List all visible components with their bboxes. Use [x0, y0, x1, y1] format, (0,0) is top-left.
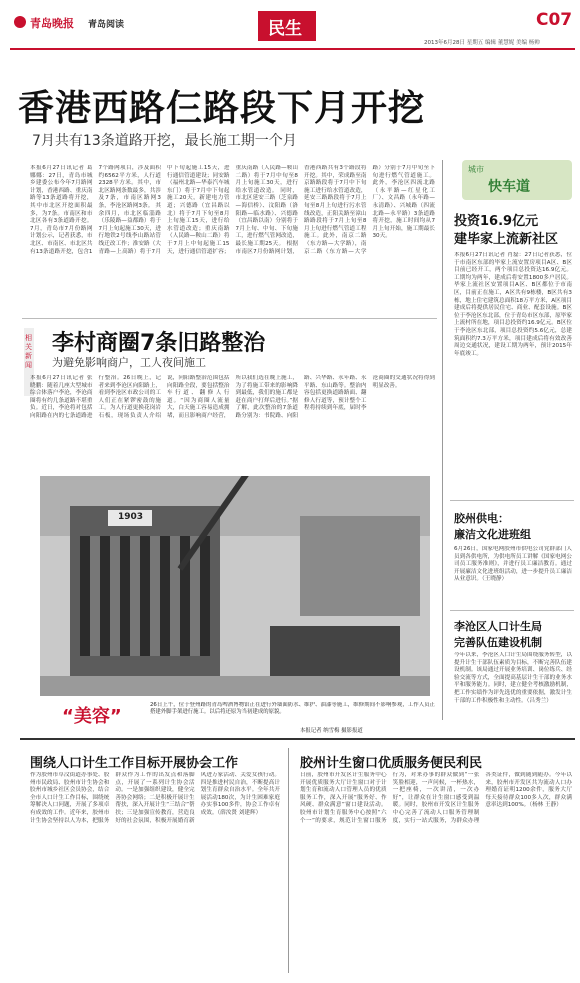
photo-caption-title: “美容”	[62, 706, 122, 727]
city-express-subtitle: 快车道	[488, 179, 530, 195]
city-express-label: 城市	[468, 165, 484, 174]
sidebar-headline: 投资16.9亿元	[454, 214, 539, 229]
box1-body: 6月26日，国家电网胶州市供电公司党群部门人员到各供电所，为供电所员工讲解《国家电网公司员工服务准则》，并进行员工廉洁教育。通过开展廉洁文化进班组活动，进一步提升员工廉洁从业意识。（王晓静）	[454, 546, 572, 583]
page-number: C07	[536, 10, 573, 30]
bottom-right-headline: 胶州计生窗口优质服务便民利民	[300, 756, 483, 771]
sidebar-divider	[442, 160, 443, 720]
bottom-left-headline: 围绕人口计生工作目标开展协会工作	[30, 756, 239, 771]
related-news-label: 相关新闻	[25, 334, 32, 369]
section-name: 民生	[268, 19, 302, 39]
bottom-left-body: 作为胶州市草汶街道办事处、胶州市民政局、胶州市计生协会和胶州市城乡社区会员协会，结合全市人口计生工作目标，围绕统筹解决人口问题，开展了多项卓有成效的工作。近年来，胶州市计生协会坚持以人为本，把服务群众作为工作的出发点和落脚点，开展了一系列计生协会活动。一是加强组织建设，健全完善协会网络；二是积极开展计生帮扶，深入开展计生“三结合”帮扶；三是加强宣传教育，营造良好的社会氛围，积极开展婚育新风进万家活动、关爱女孩行动。四是推进村民自治，不断提高计划生育群众自治水平。全年共开展活动180次，为计生困难家庭办实事100多件，协会工作卓有成效。（薛汝贤 刘建辉）	[30, 772, 280, 824]
box1-headline: 胶州供电：	[454, 512, 509, 525]
edition-name: 青岛阅读	[88, 20, 125, 30]
paper-logo	[14, 16, 26, 28]
crane-truck	[270, 626, 400, 676]
box2-body: 今年以来，李沧区人口计生局围绕服务转型，以提升计生干部队伍素质为目标，不断完善队伍建设机制。该局通过开展业务培训、岗位练兵、经验交流等方式，全面提高基层计生干部的业务水平和服务能力。同时，建立健全考核激励机制，把工作实绩作为评先选优的重要依据，激发计生干部的工作积极性和主动性。（吕秀兰）	[454, 652, 572, 704]
feature-body: 本报6月27日讯记者 张晓鹏：随着几座大型城市综合体落户李沧，李沧商圈将有约几条道路不堪重负。近日，李沧将对包括向阳路在内的七条道路进行整治。26日晚上，记者来到李沧区向阳路上，看到李沧区市政公司的工人们正在紧锣密鼓的施工。为人行道更换花岗岩石板，现场负责人介绍说，向阳路整治范围包括向阳路全段，要包括整治车行道、翻修人行道。“因为商圈人流量大，白天施工容易造成拥堵，而且影响商户经营，所以我们选在晚上施工，为了将施工带来的影响降到最低，我们的施工都是赶在商户打烊后进行。”据了解，此次整治的7条道路分别为：书院路、向阳路、兴华路、永年路、永平路、东山路等。整治内容包括更换道路路面、翻修人行道等，预计整个工程将持续到年底，届时李沧商圈的交通状况将得到明显改善。	[30, 375, 435, 419]
billboard	[300, 516, 420, 616]
photo-caption: 26日上午，位于登州路的青岛啤酒博物馆正在进行外墙面防水、维护、油漆等施工，维修期间不影响参观，工作人员正搭建外脚手架进行施工。以后将还原为当初建成的原貌。	[150, 702, 435, 716]
box2-subheadline: 完善队伍建设机制	[454, 636, 542, 649]
ground	[40, 676, 430, 696]
feature-subheadline: 为避免影响商户，工人夜间施工	[52, 356, 206, 369]
sidebar-body: 本报6月27日讯记者 肖磊：27日记者获悉，位于市南区东部的毕家上流安置房项目A区、B区目前已经开工，两个项目总投资达16.9亿元。工期均为两年，建成后将安置1800多户居民。毕家上流社区安置项目A区、B区都位于市南区，目前正在施工，A区共有9栋楼，B区共有3栋，地上住宅建筑总面积18万平方米，A区项目建成后将提供居民住宅、商业、配套设施。B区位于李沧区东北部，位于青岛市区东部，原毕家上流村所在地，项目总投资约16.9亿元。B区位于李沧区东北部，项目总投资约5.6亿元，总建筑面积约7.3万平方米，项目建成后将有效改善周边交通状况，建设工期为两年，预计2015年年底竣工。	[454, 252, 572, 357]
bottom-right-body: 日前，胶州市开发区计生服务中心开展优质服务大厅计生窗口对于计划生育和流动人口管理人员的优质服务工作，深入开展“服务好、作风硬、群众满意”窗口建设活动。胶州市计划生育服务中心按照“六个一”的要求，规范计生窗口服务行为，对来办事的群众做到“一张笑脸相迎，一声问候，一杯热水，一把座椅，一次讲清，一次办好”，让群众在计生窗口感受到温暖。同时，胶州市开发区计生服务中心完善了流动人口服务管理制度，实行一站式服务，为群众办理各类证件，做到随到随办。今年以来，胶州市开发区共为流动人口办理婚育证明1200余件，服务大厅每天接待群众100多人次，群众满意率达到100%。（杨林 王静）	[300, 772, 572, 824]
building-number: 1903	[118, 512, 144, 522]
museum-photo	[40, 476, 430, 696]
feature-headline: 李村商圈7条旧路整治	[52, 331, 266, 356]
sidebar-rule-2	[450, 610, 574, 611]
masthead	[0, 0, 580, 52]
lead-body: 本报6月27日讯记者 葛娜娜：27日，青岛市城乡建委公布今年7月路网计划，香港西路、重庆南路等13条道路将开挖，其中市北区开挖面积最多，为7条。市南区和市北区各有3条道路开挖。7月，青岛市7月份路网计划公示，记者获悉，市北区、市南区、市北区共有13条道路开挖，包含17个路网项目，涉及面积约6562平方米，人行道2328平方米。其中，市北区路网条数最多，共涉及7条，市南区路网3条，李沧区路网3条。 其余四月，市北区临淄路（乐陵路—益都路）将于7月上旬起施工30天，进行地铁2号线李山路站管线迁改工作；淮安路（大青路—上高路）将于7月中下旬起施工15天，进行通信管道建设；同安路（福州北路—华泰汽车城东门）将于7月中下旬起施工20天，新建电力管道；兴德路（宜昌路以北）将于7月下旬至8月上旬施工15天，进行给水管道改造；重庆南路（人民路—鞍山二路）将于7月上中旬起施工15天，进行通信管道扩容；重庆南路（人民路—鞍山二路）将于7月中旬至8月上旬施工30天，进行给水管道改造。 同时，市北区延安三路（芝泉路—海信桥）、汶阳路（洛阳路—临水路）、兴德路（宜昌路以南）分别将于7月上旬、中旬、下旬施工，进行燃气管网改造，最长施工期25天。 根据市南区7月份路网计划，香港西路共有3个路段将开挖。其中，荣成路至南京路路段将于7月中下旬施工进行给水管道改造，延安三路路段将于7月上旬至8月上旬进行污水管线改造，正阳关路至漳山路路段将于7月上旬至8月上旬进行燃气管道工程施工。此外，南京二路（东方路—大学路），南京二路（东方路—大学路）分别于7月中旬至下旬进行燃气管道施工。 此外，李沧区四流北路（永平路—红星化工厂）、文昌路（永年路—永清路）、兴城路（四流北路—永平路）3条道路将开挖，施工时间均从7月上旬开始，施工期最长30天。	[30, 165, 435, 255]
masthead-rule	[10, 48, 575, 50]
lead-subheadline: 7月共有13条道路开挖，最长施工期一个月	[32, 133, 297, 149]
bottom-rule	[20, 738, 575, 740]
bottom-divider	[288, 748, 289, 973]
sidebar-subheadline: 建毕家上流新社区	[454, 232, 559, 247]
sidebar-rule-1	[450, 500, 574, 501]
lead-divider	[22, 318, 437, 319]
paper-name: 青岛晚报	[30, 17, 74, 30]
box1-subheadline: 廉洁文化进班组	[454, 528, 531, 541]
lead-headline: 香港西路仨路段下月开挖	[18, 88, 426, 129]
box2-headline: 李沧区人口计生局	[454, 620, 542, 633]
dateline: 2013年6月28日 星期五 编辑 董慧妮 美编 杨帅	[424, 40, 540, 46]
photo-credit: 本报记者 纳雪梅 摄影报道	[300, 728, 363, 734]
